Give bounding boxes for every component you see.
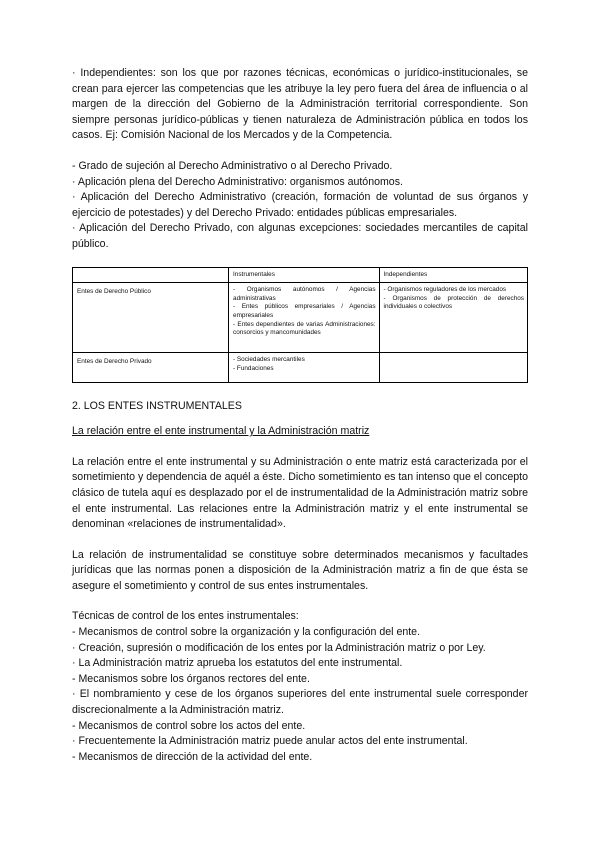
cell-line: - Entes públicos empresariales / Agencias empresariales (233, 303, 376, 319)
table-header-row (73, 267, 528, 283)
list-item: - Mecanismos sobre los órganos rectores del ente. (72, 672, 310, 685)
table-row-label: Entes de Derecho Público (73, 283, 229, 353)
grado-list (72, 159, 528, 253)
table-row (73, 353, 528, 383)
relacion-paragraph: La relación entre el ente instrumental y su Administración o ente matriz está caracterizada por el sometimiento y dependencia de aquél a éste. Dicho sometimiento es tan intenso que el concepto clásico de tutela aquí es desplazado por el de instrumentalidad de la Administración matriz sobre el ente instrumental. Las relaciones entre la Administración matriz y el ente instrumental se denominan «relaciones de instrumentalidad». (72, 455, 528, 531)
table-row-label: Entes de Derecho Privado (73, 353, 229, 383)
list-item: - Mecanismos de control sobre la organización y la configuración del ente. (72, 626, 421, 639)
document-page (72, 66, 528, 765)
table-header-cell: Instrumentales (229, 267, 380, 283)
list-item: · La Administración matriz aprueba los estatutos del ente instrumental. (72, 657, 403, 670)
table-cell-instrumentales (229, 353, 380, 383)
cell-line: - Organismos reguladores de los mercados (383, 286, 507, 294)
table-cell-instrumentales (229, 283, 380, 353)
tecnicas-list (72, 609, 528, 765)
cell-line: - Organismos de protección de derechos individuales o colectivos (383, 294, 524, 311)
cell-line: - Fundaciones (233, 364, 274, 372)
list-item: · Creación, supresión o modificación de los entes por la Administración matriz o por Ley. (72, 641, 486, 654)
grado-item: · Aplicación del Derecho Privado, con algunas excepciones: sociedades mercantiles de capital público. (72, 222, 528, 250)
grado-item: · Aplicación plena del Derecho Administrativo: organismos autónomos. (72, 175, 403, 188)
table-header-cell: Independientes (379, 267, 527, 283)
table-header-cell (73, 267, 229, 283)
cell-line: - Sociedades mercantiles (233, 356, 305, 364)
list-item: - Mecanismos de dirección de la actividad del ente. (72, 750, 313, 763)
list-item: - Mecanismos de control sobre los actos del ente. (72, 719, 306, 732)
tecnicas-title: Técnicas de control de los entes instrumentales: (72, 610, 299, 623)
grado-item: - Grado de sujeción al Derecho Administrativo o al Derecho Privado. (72, 159, 393, 172)
instrumentalidad-paragraph: La relación de instrumentalidad se constituye sobre determinados mecanismos y facultades jurídicas que las normas ponen a disposición de la Administración matriz a fin de que ésta se asegure el sometimiento y control de sus entes instrumentales. (72, 548, 528, 592)
grado-item: · Aplicación del Derecho Administrativo (creación, formación de voluntad de sus órganos y ejercicio de potestades) y del Derecho Privado: entidades públicas empresariales. (72, 191, 528, 219)
section-title: 2. LOS ENTES INSTRUMENTALES (72, 400, 242, 413)
list-item: · Frecuentemente la Administración matriz puede anular actos del ente instrumental. (72, 735, 468, 748)
cell-line: - Organismos autónomos / Agencias administrativas (233, 286, 376, 302)
list-item: · El nombramiento y cese de los órganos superiores del ente instrumental suele corresponder discrecionalmente a la Administración matriz. (72, 688, 528, 717)
entes-table (72, 267, 528, 384)
section-subtitle: La relación entre el ente instrumental y la Administración matriz (72, 425, 370, 438)
table-cell-independientes (379, 283, 527, 353)
table-cell-independientes (379, 353, 527, 383)
table-row (73, 283, 528, 353)
independientes-paragraph: · Independientes: son los que por razones técnicas, económicas o jurídico-institucionales, se crean para ejercer las competencias que les atribuye la ley pero fuera del área de influencia o al margen de la dirección del Gobierno de la Administración territorial correspondiente. Son siempre personas jurídico-públicas y tienen naturaleza de Administración pública en todos los casos. Ej: Comisión Nacional de los Mercados y de la Competencia. (72, 67, 528, 142)
cell-line: - Entes dependientes de varias Administraciones: consorcios y mancomunidades (233, 320, 376, 337)
